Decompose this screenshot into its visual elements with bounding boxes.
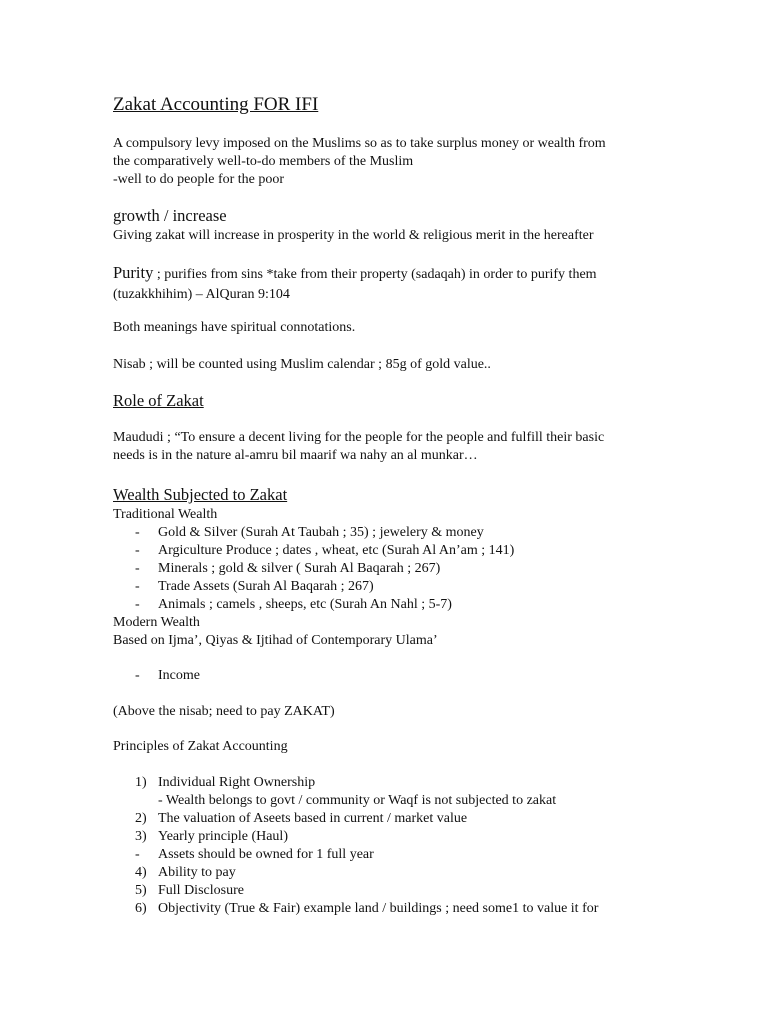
income-item: Income [158, 668, 200, 683]
modern-wealth-label: Modern Wealth [113, 615, 200, 630]
principle-item: Assets should be owned for 1 full year [158, 847, 374, 862]
list-item: Gold & Silver (Surah At Taubah ; 35) ; jewelery & money [158, 525, 484, 540]
role-heading: Role of Zakat [113, 391, 204, 410]
principle-marker: 3) [135, 829, 147, 844]
list-dash: - [135, 543, 140, 558]
document-title: Zakat Accounting FOR IFI [113, 94, 319, 115]
list-item: Trade Assets (Surah Al Baqarah ; 267) [158, 579, 374, 594]
list-dash: - [135, 597, 140, 612]
principle-marker: 5) [135, 883, 147, 898]
purity-text: ; purifies from sins *take from their property (sadaqah) in order to purify them [153, 267, 597, 282]
above-nisab-text: (Above the nisab; need to pay ZAKAT) [113, 704, 335, 719]
intro-line-3: -well to do people for the poor [113, 172, 285, 187]
principle-marker: 2) [135, 811, 147, 826]
intro-line-2: the comparatively well-to-do members of the Muslim [113, 154, 414, 169]
list-dash: - [135, 579, 140, 594]
nisab-text: Nisab ; will be counted using Muslim calendar ; 85g of gold value.. [113, 357, 491, 372]
principle-item: Objectivity (True & Fair) example land / buildings ; need some1 to value it for [158, 901, 599, 916]
list-item: Argiculture Produce ; dates , wheat, etc (Surah Al An’am ; 141) [158, 543, 515, 558]
traditional-wealth-label: Traditional Wealth [113, 507, 218, 522]
principles-heading: Principles of Zakat Accounting [113, 739, 288, 754]
role-line-2: needs is in the nature al-amru bil maarif wa nahy an al munkar… [113, 448, 478, 463]
principle-item: Ability to pay [158, 865, 236, 880]
list-item: Minerals ; gold & silver ( Surah Al Baqarah ; 267) [158, 561, 441, 576]
wealth-heading: Wealth Subjected to Zakat [113, 485, 288, 504]
role-line-1: Maududi ; “To ensure a decent living for the people for the people and fulfill their basic [113, 430, 605, 445]
principle-marker: 4) [135, 865, 147, 880]
principle-marker: 6) [135, 901, 147, 916]
purity-line-1 [113, 264, 597, 284]
principle-marker: 1) [135, 775, 147, 790]
purity-heading: Purity [113, 263, 154, 282]
purity-line-2: (tuzakkhihim) – AlQuran 9:104 [113, 287, 290, 302]
list-dash: - [135, 561, 140, 576]
principle-item: The valuation of Aseets based in current / market value [158, 811, 468, 826]
both-meanings-text: Both meanings have spiritual connotations. [113, 320, 356, 335]
intro-line-1: A compulsory levy imposed on the Muslims so as to take surplus money or wealth from [113, 136, 606, 151]
growth-text: Giving zakat will increase in prosperity in the world & religious merit in the hereafter [113, 228, 594, 243]
list-item: Animals ; camels , sheeps, etc (Surah An Nahl ; 5-7) [158, 597, 452, 612]
principle-item: Individual Right Ownership [158, 775, 316, 790]
list-dash: - [135, 525, 140, 540]
principle-item: Yearly principle (Haul) [158, 829, 288, 844]
principle-item: Full Disclosure [158, 883, 244, 898]
principle-subnote: - Wealth belongs to govt / community or Waqf is not subjected to zakat [158, 793, 557, 808]
list-dash: - [135, 668, 140, 683]
based-on-text: Based on Ijma’, Qiyas & Ijtihad of Contemporary Ulama’ [113, 633, 438, 648]
principle-marker: - [135, 847, 140, 862]
growth-heading: growth / increase [113, 206, 227, 225]
